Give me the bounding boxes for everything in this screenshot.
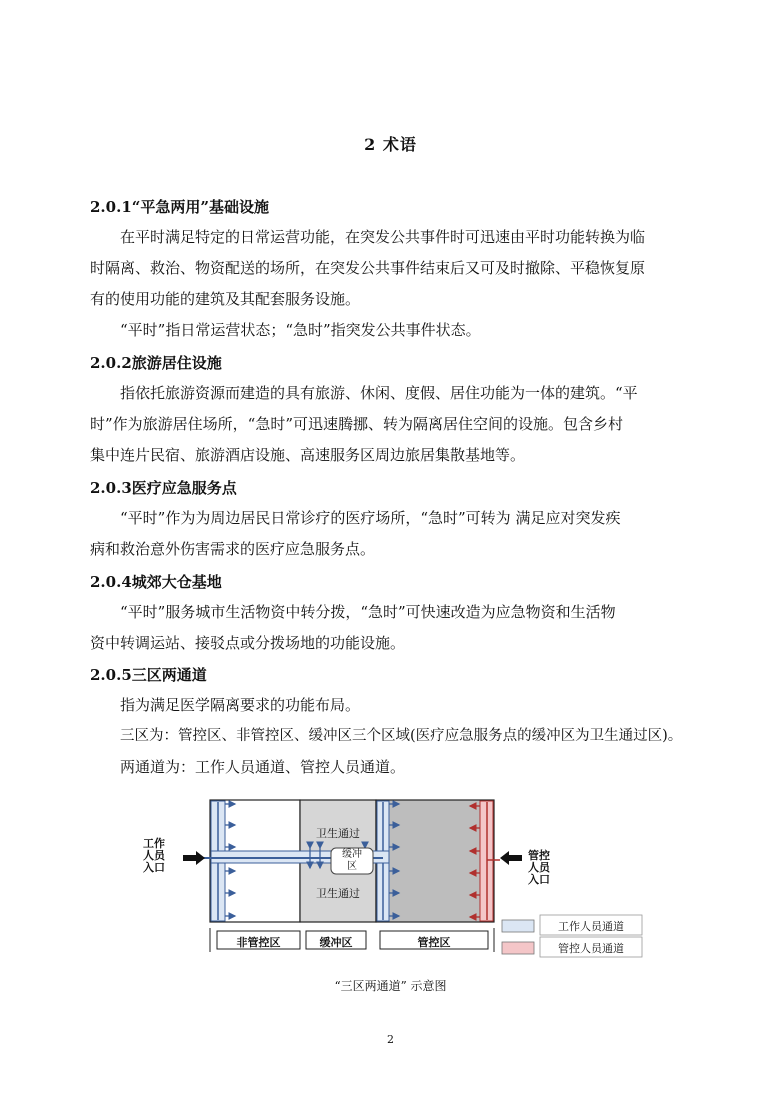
figure-caption: “三区两通道” 示意图 — [334, 979, 447, 993]
term-heading-2-0-5: 2.0.5三区两通道 — [90, 666, 207, 684]
worker-entry-arrow — [183, 851, 205, 865]
term-line: “平时”指日常运营状态；“急时”指突发公共事件状态。 — [120, 321, 481, 339]
term-line: “平时”服务城市生活物资中转分拨，“急时”可快速改造为应急物资和生活物 — [120, 603, 616, 621]
term-line: 两通道为：工作人员通道、管控人员通道。 — [120, 758, 406, 776]
term-heading-2-0-1: 2.0.1“平急两用”基础设施 — [90, 198, 270, 216]
term-line: 资中转调运站、接驳点或分拨场地的功能设施。 — [90, 634, 406, 652]
term-heading-2-0-3: 2.0.3医疗应急服务点 — [90, 479, 237, 497]
term-line: 在平时满足特定的日常运营功能，在突发公共事件时可迅速由平时功能转换为临 — [120, 228, 646, 246]
term-line: 有的使用功能的建筑及其配套服务设施。 — [90, 290, 361, 308]
zone-label-controlled: 管控区 — [417, 936, 451, 949]
zone-label-buffer: 缓冲区 — [319, 936, 353, 949]
legend-worker-swatch — [502, 920, 534, 932]
controlled-zone — [376, 800, 494, 922]
term-heading-2-0-4: 2.0.4城郊大仓基地 — [90, 573, 222, 591]
zone-label-non-controlled: 非管控区 — [236, 936, 281, 949]
term-line: “平时”作为为周边居民日常诊疗的医疗场所，“急时”可转为 满足应对突发疾 — [120, 509, 621, 527]
worker-entry-label: 工作 人员 入口 — [143, 837, 165, 874]
buffer-box-label: 缓冲 区 — [342, 849, 362, 872]
controlled-entry-label: 管控 人员 入口 — [528, 849, 550, 886]
term-line: 指依托旅游资源而建造的具有旅游、休闲、度假、居住功能为一体的建筑。“平 — [120, 384, 638, 402]
legend-controlled-swatch — [502, 942, 534, 954]
term-line: 集中连片民宿、旅游酒店设施、高速服务区周边旅居集散基地等。 — [90, 446, 526, 464]
term-line: 病和救治意外伤害需求的医疗应急服务点。 — [90, 540, 376, 558]
controlled-entry-arrow — [500, 851, 522, 865]
sanitation-label-bottom: 卫生通过 — [316, 887, 360, 900]
term-line: 三区为：管控区、非管控区、缓冲区三个区域(医疗应急服务点的缓冲区为卫生通过区)。 — [120, 728, 683, 744]
term-line: 指为满足医学隔离要求的功能布局。 — [120, 696, 361, 714]
legend-controlled-label: 管控人员通道 — [558, 942, 624, 955]
section-title: 2 术语 — [364, 135, 417, 154]
term-heading-2-0-2: 2.0.2旅游居住设施 — [90, 354, 222, 372]
sanitation-label-top: 卫生通过 — [316, 827, 360, 840]
term-line: 时隔离、救治、物资配送的场所，在突发公共事件结束后又可及时撤除、平稳恢复原 — [90, 259, 646, 277]
term-line: 时”作为旅游居住场所，“急时”可迅速腾挪、转为隔离居住空间的设施。包含乡村 — [90, 415, 624, 433]
page-number: 2 — [387, 1033, 394, 1046]
legend-worker-label: 工作人员通道 — [558, 920, 624, 933]
